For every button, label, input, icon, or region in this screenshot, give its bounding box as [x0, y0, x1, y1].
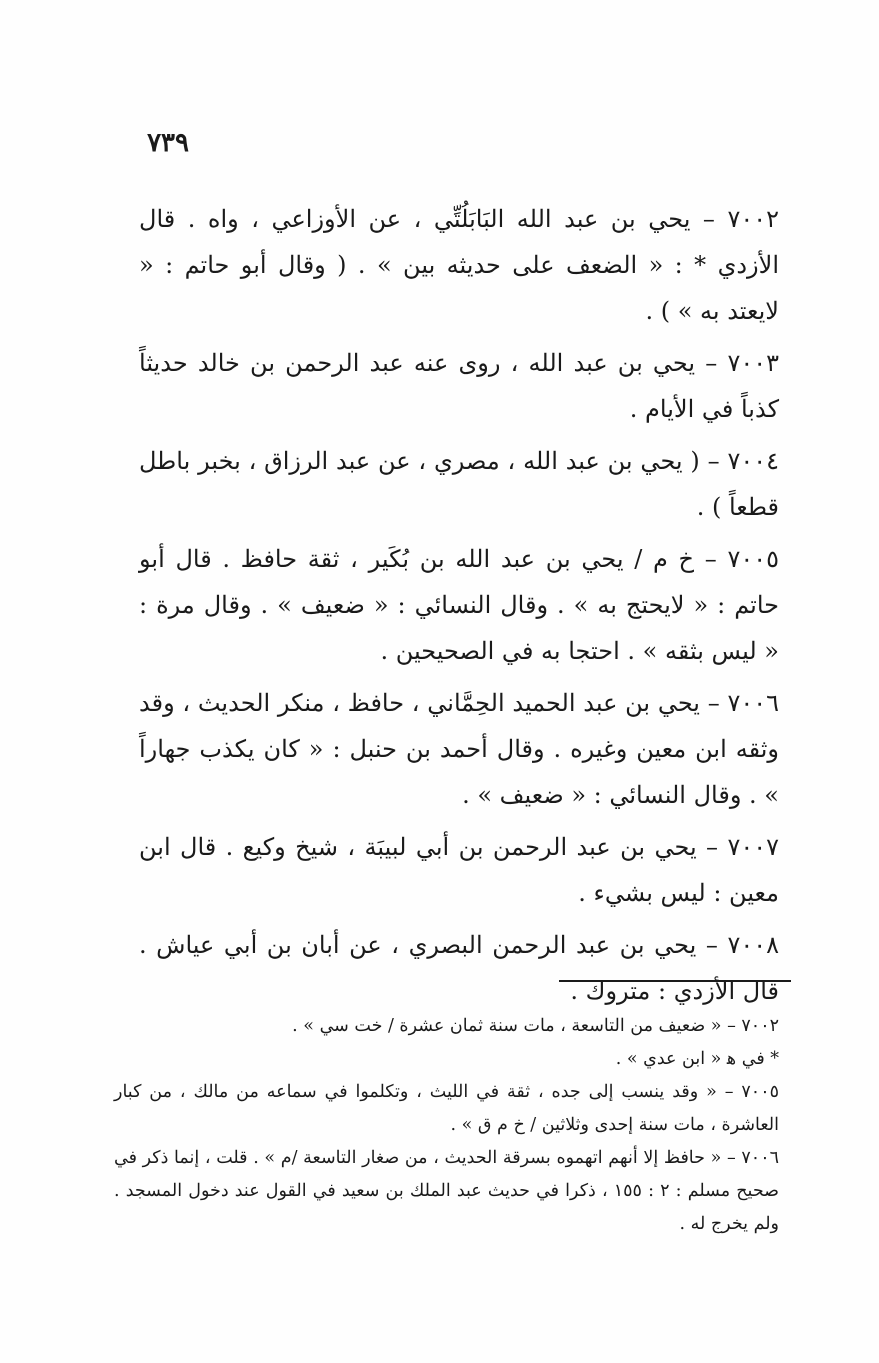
entry-7004: ٧٠٠٤ – ( يحي بن عبد الله ، مصري ، عن عبد الرزاق ، بخبر باطل قطعاً ) . — [139, 447, 779, 521]
footnote-7002: ٧٠٠٢ – « ضعيف من التاسعة ، مات سنة ثمان عشرة / خت سي » . — [292, 1016, 779, 1036]
entry-7008: ٧٠٠٨ – يحي بن عبد الرحمن البصري ، عن أبان بن أبي عياش . قال الأزدي : متروك . — [139, 931, 779, 1005]
footnote-variant: * في ﻫ « ابن عدي » . — [615, 1049, 779, 1069]
footnote-divider — [559, 980, 791, 982]
entry-7006: ٧٠٠٦ – يحي بن عبد الحميد الحِمَّاني ، حافظ ، منكر الحديث ، وقد وثقه ابن معين وغيره . وقال أحمد بن حنبل : « كان يكذب جهاراً » . وقال النسائي : « ضعيف » . — [139, 689, 779, 809]
page-number: ٧٣٩ — [147, 128, 189, 158]
main-text — [139, 196, 779, 1014]
entry-7003: ٧٠٠٣ – يحي بن عبد الله ، روى عنه عبد الرحمن بن خالد حديثاً كذباً في الأيام . — [139, 349, 779, 423]
entry-7005: ٧٠٠٥ – خ م / يحي بن عبد الله بن بُكَير ، ثقة حافظ . قال أبو حاتم : « لايحتج به » . وقال النسائي : « ضعيف » . وقال مرة : « ليس بثقه » . احتجا به في الصحيحين . — [139, 545, 779, 665]
footnote-7006: ٧٠٠٦ – « حافظ إلا أنهم اتهموه بسرقة الحديث ، من صغار التاسعة /م » . قلت ، إنما ذكر في صحيح مسلم : ٢ : ١٥٥ ، ذكرا في حديث عبد الملك بن سعيد في القول عند دخول المسجد . ولم يخرج له . — [114, 1148, 779, 1234]
footnote-7005: ٧٠٠٥ – « وقد ينسب إلى جده ، ثقة في الليث ، وتكلموا في سماعه من مالك ، من كبار العاشرة ، مات سنة إحدى وثلاثين / خ م ق » . — [114, 1082, 779, 1135]
entry-7002: ٧٠٠٢ – يحي بن عبد الله البَابَلُتِّي ، عن الأوزاعي ، واه . قال الأزدي * : « الضعف على حديثه بين » . ( وقال أبو حاتم : « لايعتد به » ) . — [139, 205, 780, 325]
entry-7007: ٧٠٠٧ – يحي بن عبد الرحمن بن أبي لبيبَة ، شيخ وكيع . قال ابن معين : ليس بشيء . — [139, 833, 779, 907]
footnotes — [114, 1010, 779, 1241]
